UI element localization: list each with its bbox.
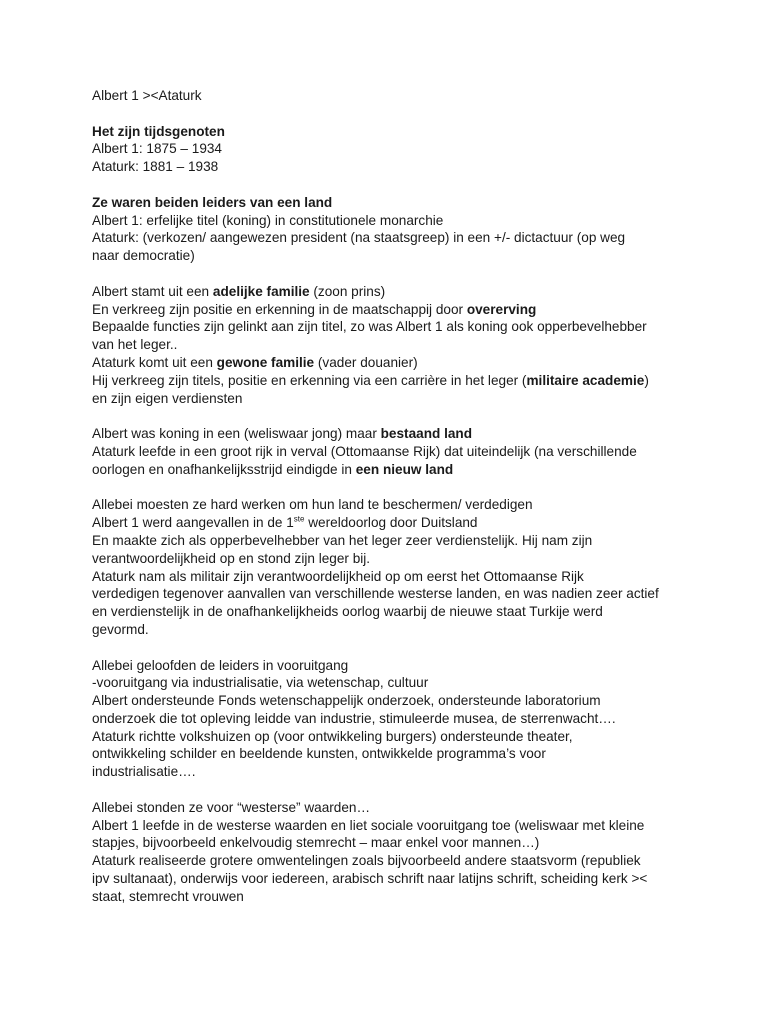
text-segment: ipv sultanaat), onderwijs voor iedereen, arabisch schrift naar latijns schrift, scheiding kerk >< xyxy=(92,871,648,887)
text-segment: Ataturk richtte volkshuizen op (voor ontwikkeling burgers) ondersteunde theater, xyxy=(92,728,573,744)
paragraph xyxy=(92,194,692,265)
text-line xyxy=(92,372,692,390)
text-line xyxy=(92,140,692,158)
text-line xyxy=(92,657,692,675)
superscript-text: ste xyxy=(293,514,305,524)
text-line xyxy=(92,728,692,746)
text-line xyxy=(92,834,692,852)
text-segment: Albert 1 leefde in de westerse waarden en liet sociale vooruitgang toe (weliswaar met kleine xyxy=(92,817,645,833)
text-segment: ) xyxy=(644,372,649,388)
text-segment: Ataturk nam als militair zijn verantwoordelijkheid op om eerst het Ottomaanse Rijk xyxy=(92,568,584,584)
bold-text-segment: Het zijn tijdsgenoten xyxy=(92,123,225,139)
bold-text-segment: gewone familie xyxy=(216,354,315,370)
text-segment: en zijn eigen verdiensten xyxy=(92,390,243,406)
text-line xyxy=(92,194,692,212)
text-segment: van het leger.. xyxy=(92,337,178,353)
text-segment: Ataturk leefde in een groot rijk in verval (Ottomaanse Rijk) dat uiteindelijk (na verschillende xyxy=(92,443,637,459)
text-line xyxy=(92,158,692,176)
paragraph xyxy=(92,283,692,408)
text-segment: Ataturk: 1881 – 1938 xyxy=(92,159,219,175)
text-line xyxy=(92,870,692,888)
text-line xyxy=(92,585,692,603)
text-line xyxy=(92,799,692,817)
text-segment: En maakte zich als opperbevelhebber van het leger zeer verdienstelijk. Hij nam zijn xyxy=(92,532,593,548)
text-line xyxy=(92,87,692,105)
text-line xyxy=(92,888,692,906)
text-segment: naar democratie) xyxy=(92,248,195,264)
text-segment: Albert 1: 1875 – 1934 xyxy=(92,141,222,157)
text-segment: oorlogen en onafhankelijksstrijd eindigde in xyxy=(92,461,356,477)
text-segment: stapjes, bijvoorbeeld enkelvoudig stemrecht – maar enkel voor mannen…) xyxy=(92,835,540,851)
text-segment: industrialisatie…. xyxy=(92,764,196,780)
text-segment: ontwikkeling schilder en beeldende kunsten, ontwikkelde programma’s voor xyxy=(92,746,546,762)
text-line xyxy=(92,852,692,870)
text-line xyxy=(92,390,692,408)
text-line xyxy=(92,301,692,319)
text-line xyxy=(92,550,692,568)
text-line xyxy=(92,745,692,763)
paragraph xyxy=(92,123,692,176)
paragraph xyxy=(92,496,692,638)
text-line xyxy=(92,229,692,247)
text-line xyxy=(92,692,692,710)
text-line xyxy=(92,318,692,336)
text-segment: (vader douanier) xyxy=(314,354,418,370)
text-line xyxy=(92,123,692,141)
bold-text-segment: een nieuw land xyxy=(355,461,454,477)
text-segment: Allebei stonden ze voor “westerse” waarden… xyxy=(92,799,371,815)
text-segment: en verdienstelijk in de onafhankelijkheids oorlog waarbij de nieuwe staat Turkije werd xyxy=(92,604,603,620)
bold-text-segment: Ze waren beiden leiders van een land xyxy=(92,194,333,210)
text-line xyxy=(92,568,692,586)
text-segment: gevormd. xyxy=(92,621,149,637)
text-segment: Albert 1 ><Ataturk xyxy=(92,88,202,103)
text-line xyxy=(92,532,692,550)
text-segment: verdedigen tegenover aanvallen van verschillende westerse landen, en was nadien zeer actief xyxy=(92,586,659,602)
bold-text-segment: militaire academie xyxy=(526,372,645,388)
bold-text-segment: adelijke familie xyxy=(212,283,310,299)
text-line xyxy=(92,514,692,532)
paragraph xyxy=(92,425,692,478)
text-segment: Albert 1: erfelijke titel (koning) in constitutionele monarchie xyxy=(92,212,444,228)
text-line xyxy=(92,212,692,230)
text-segment: Albert ondersteunde Fonds wetenschappelijk onderzoek, ondersteunde laboratorium xyxy=(92,693,601,709)
text-line xyxy=(92,283,692,301)
text-line xyxy=(92,496,692,514)
text-line xyxy=(92,621,692,639)
text-segment: (zoon prins) xyxy=(309,283,386,299)
text-line xyxy=(92,336,692,354)
text-segment: Bepaalde functies zijn gelinkt aan zijn titel, zo was Albert 1 als koning ook opperbevelhebber xyxy=(92,319,647,335)
text-segment: staat, stemrecht vrouwen xyxy=(92,888,244,904)
text-segment: onderzoek die tot opleving leidde van industrie, stimuleerde musea, de sterrenwacht…. xyxy=(92,710,616,726)
text-segment: wereldoorlog door Duitsland xyxy=(304,515,478,531)
text-segment: Hij verkreeg zijn titels, positie en erkenning via een carrière in het leger ( xyxy=(92,372,527,388)
paragraph xyxy=(92,87,692,105)
text-segment: Albert was koning in een (weliswaar jong) maar xyxy=(92,426,381,442)
text-segment: Ataturk realiseerde grotere omwentelingen zoals bijvoorbeeld andere staatsvorm (republiek xyxy=(92,853,641,869)
text-segment: Albert stamt uit een xyxy=(92,283,213,299)
text-segment: -vooruitgang via industrialisatie, via wetenschap, cultuur xyxy=(92,675,429,691)
document-body xyxy=(92,87,692,923)
text-line xyxy=(92,817,692,835)
text-segment: En verkreeg zijn positie en erkenning in de maatschappij door xyxy=(92,301,467,317)
text-line xyxy=(92,443,692,461)
text-segment: Ataturk komt uit een xyxy=(92,354,217,370)
bold-text-segment: bestaand land xyxy=(380,426,473,442)
text-line xyxy=(92,461,692,479)
paragraph xyxy=(92,799,692,906)
text-segment: verantwoordelijkheid op en stond zijn leger bij. xyxy=(92,550,371,566)
text-line xyxy=(92,425,692,443)
paragraph xyxy=(92,657,692,782)
text-segment: Albert 1 werd aangevallen in de 1 xyxy=(92,515,294,531)
bold-text-segment: overerving xyxy=(466,301,537,317)
text-segment: Allebei moesten ze hard werken om hun land te beschermen/ verdedigen xyxy=(92,497,533,513)
text-line xyxy=(92,674,692,692)
text-line xyxy=(92,354,692,372)
text-line xyxy=(92,603,692,621)
text-segment: Allebei geloofden de leiders in vooruitgang xyxy=(92,657,349,673)
text-line xyxy=(92,763,692,781)
text-line xyxy=(92,710,692,728)
text-segment: Ataturk: (verkozen/ aangewezen president (na staatsgreep) in een +/- dictactuur (op weg xyxy=(92,230,626,246)
text-line xyxy=(92,247,692,265)
